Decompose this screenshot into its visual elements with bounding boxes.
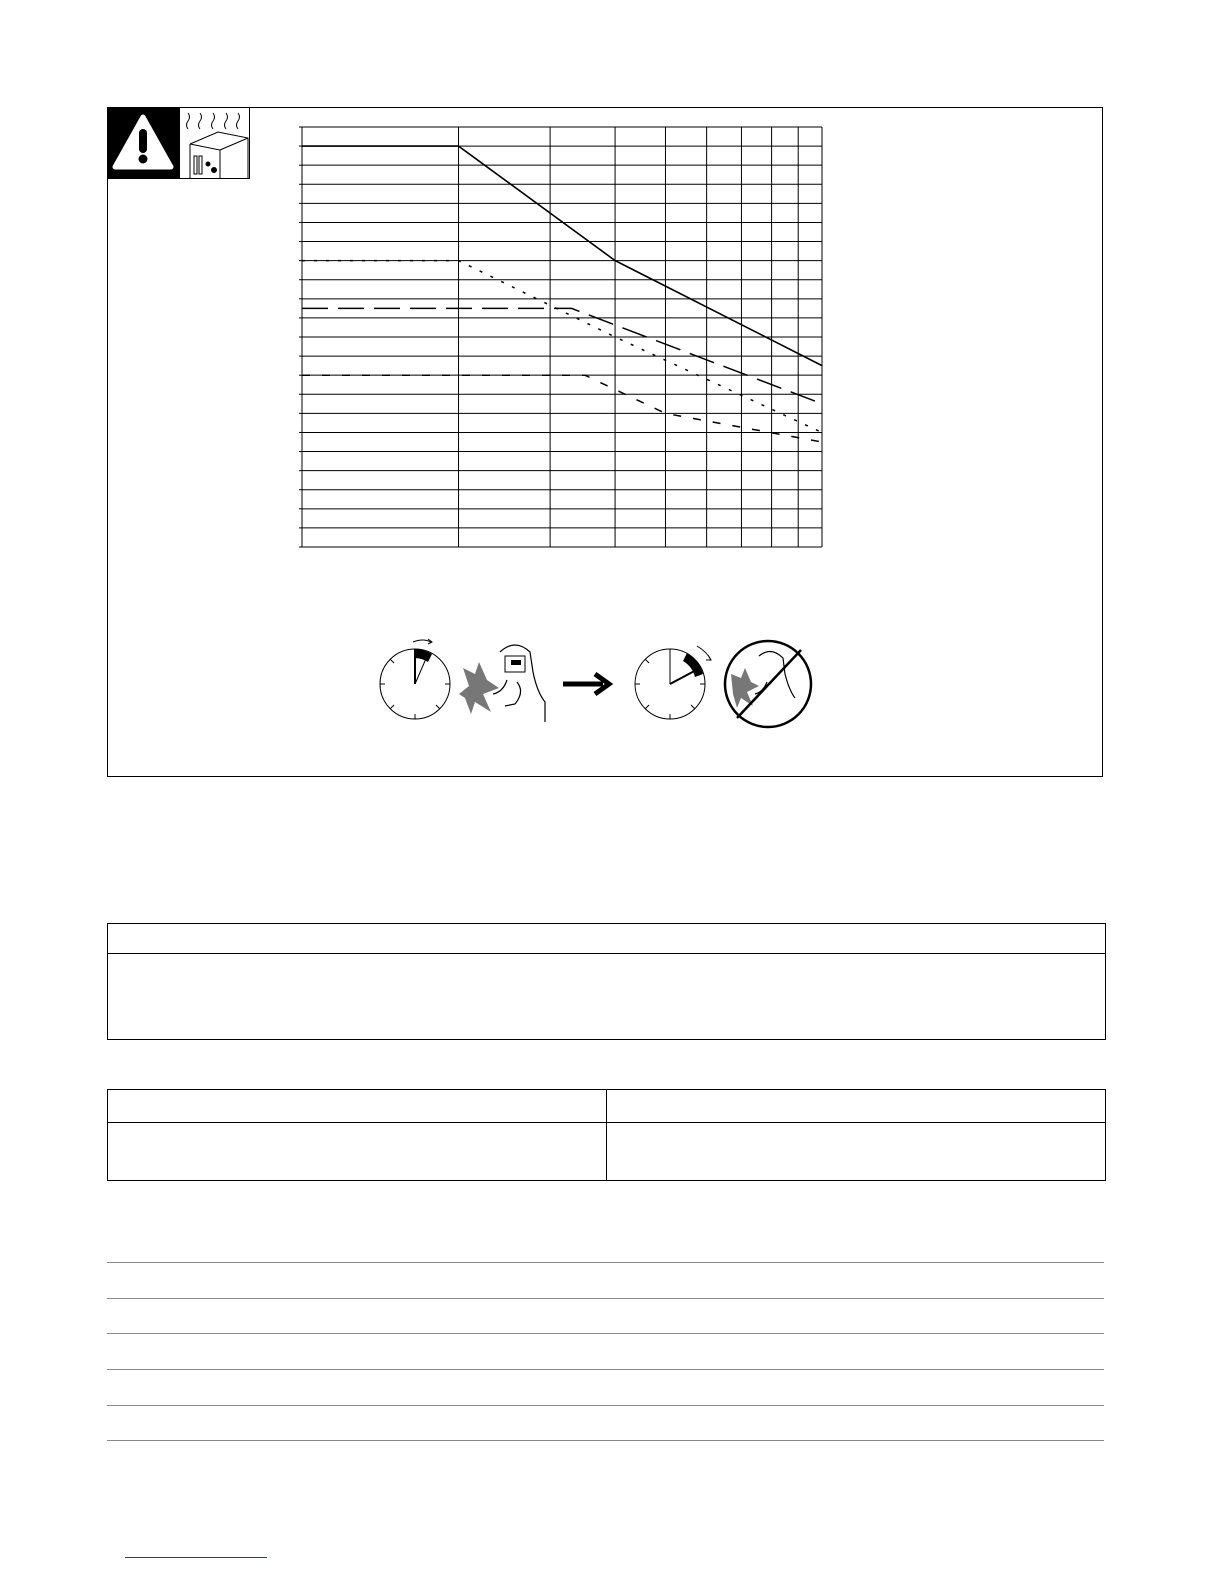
specification-table-header [108, 924, 1105, 954]
warning-triangle-icon [107, 107, 179, 179]
footer-link[interactable] [125, 1557, 267, 1558]
specification-table [107, 923, 1106, 1040]
no-welding-icon [725, 641, 811, 727]
series-line-1 [302, 146, 822, 366]
welder-icon [459, 645, 545, 722]
table-column-divider [606, 1090, 607, 1180]
blank-line [107, 1298, 1104, 1299]
blank-line [107, 1369, 1104, 1370]
blank-line [107, 1440, 1104, 1441]
arrow-right-icon [563, 674, 609, 694]
blank-line [107, 1262, 1104, 1263]
overheating-equipment-icon [179, 107, 250, 179]
duty-cycle-illustration [375, 632, 820, 732]
clock-weld-on-icon [380, 639, 450, 719]
two-column-table [107, 1089, 1106, 1181]
blank-line [107, 1405, 1104, 1406]
series-line-2 [302, 261, 822, 433]
duty-cycle-graph [298, 125, 824, 551]
blank-line [107, 1333, 1104, 1334]
clock-weld-off-icon [635, 646, 711, 719]
